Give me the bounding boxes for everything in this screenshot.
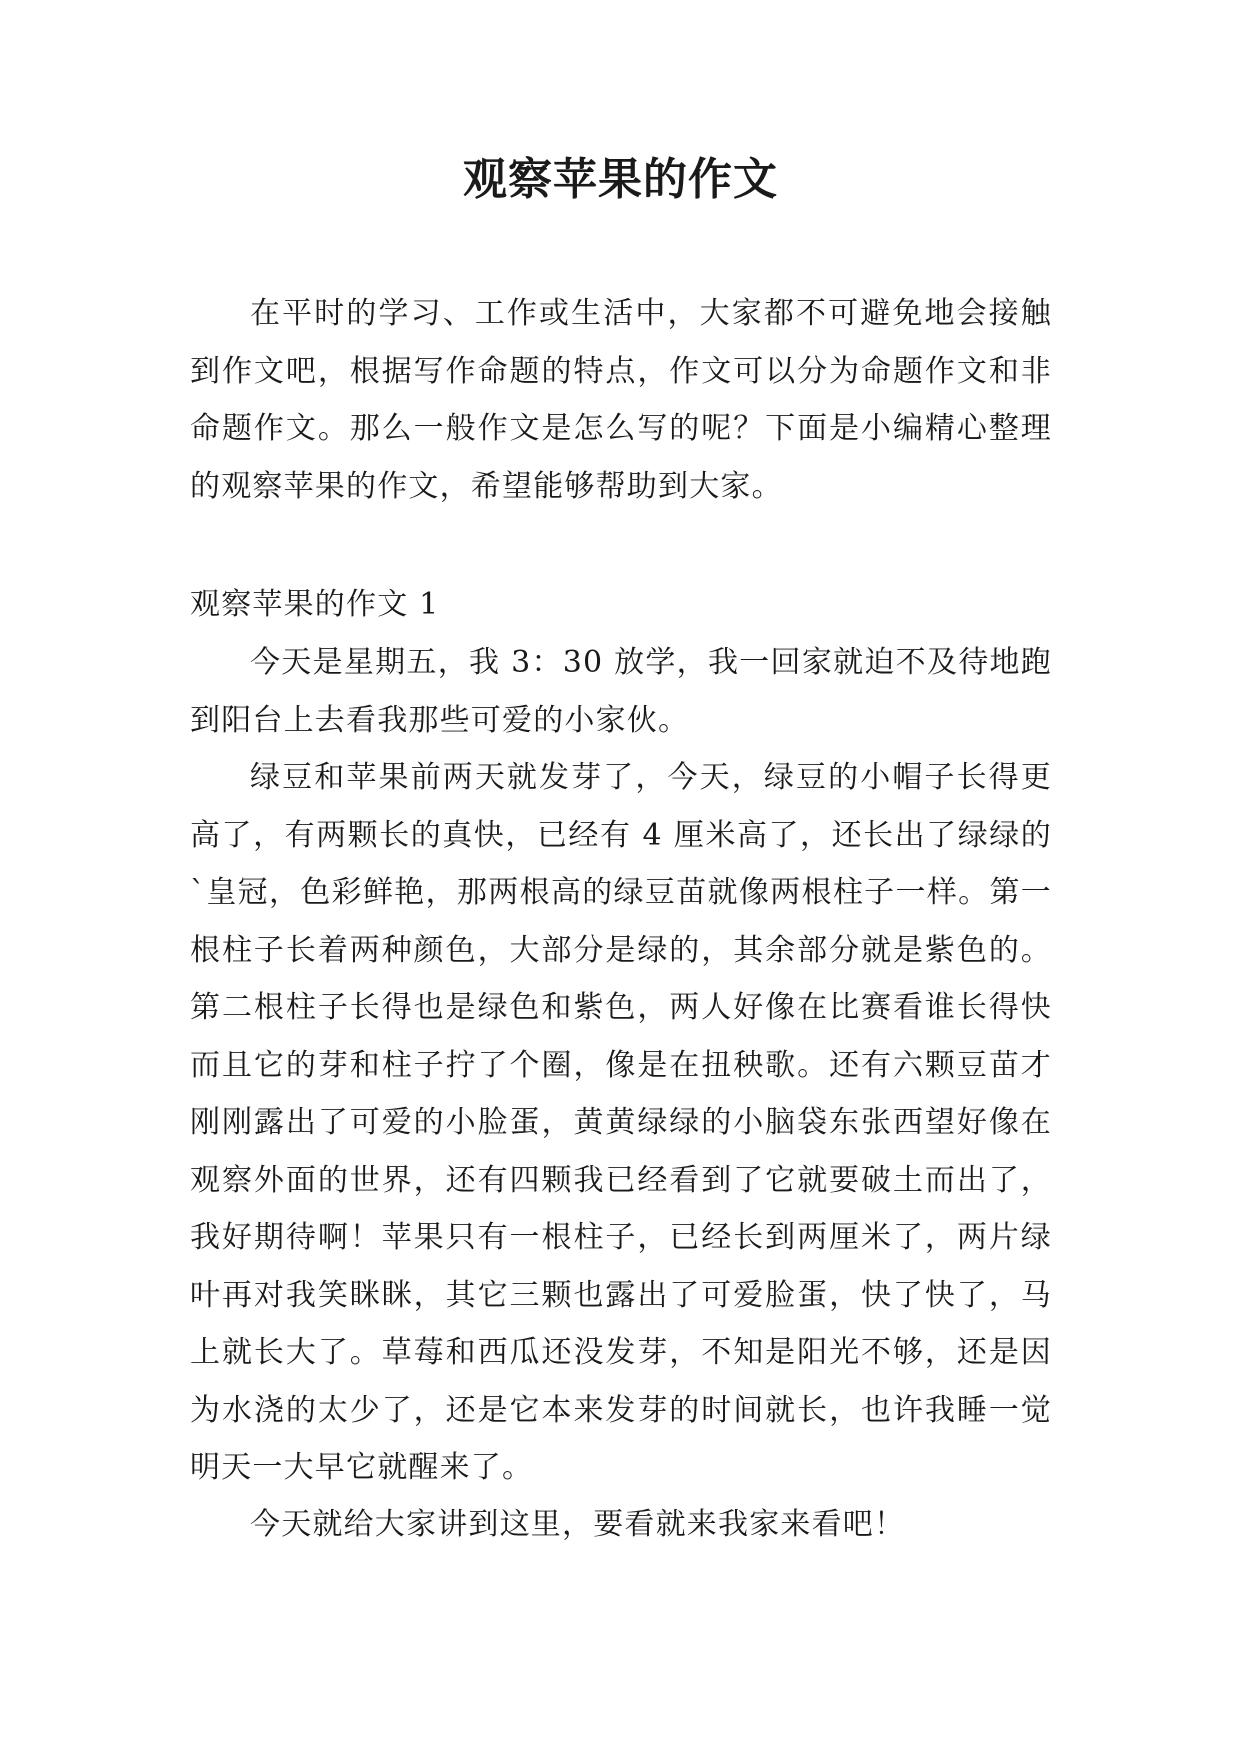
intro-paragraph: 在平时的学习、工作或生活中，大家都不可避免地会接触到作文吧，根据写作命题的特点，作文可以分为命题作文和非命题作文。那么一般作文是怎么写的呢？下面是小编精心整理的观察苹果的作文，希望能够帮助到大家。: [190, 296, 1052, 504]
body-paragraph-3: 今天就给大家讲到这里，要看就来我家来看吧！: [250, 1507, 906, 1542]
section-heading: 观察苹果的作文 1: [190, 587, 440, 622]
document-title: 观察苹果的作文: [463, 154, 778, 205]
body-paragraph-2: 绿豆和苹果前两天就发芽了，今天，绿豆的小帽子长得更高了，有两颗长的真快，已经有 4 厘米高了，还长出了绿绿的`皇冠，色彩鲜艳，那两根高的绿豆苗就像两根柱子一样。第一根柱子长着两种颜色，大部分是绿的，其余部分就是紫色的。第二根柱子长得也是绿色和紫色，两人好像在比赛看谁长得快而且它的芽和柱子拧了个圈，像是在扭秧歌。还有六颗豆苗才刚刚露出了可爱的小脸蛋，黄黄绿绿的小脑袋东张西望好像在观察外面的世界，还有四颗我已经看到了它就要破土而出了，我好期待啊！苹果只有一根柱子，已经长到两厘米了，两片绿叶再对我笑眯眯，其它三颗也露出了可爱脸蛋，快了快了，马上就长大了。草莓和西瓜还没发芽，不知是阳光不够，还是因为水浇的太少了，还是它本来发芽的时间就长，也许我睡一觉明天一大早它就醒来了。: [190, 760, 1052, 1485]
body-paragraph-1: 今天是星期五，我 3：30 放学，我一回家就迫不及待地跑到阳台上去看我那些可爱的小家伙。: [190, 645, 1052, 738]
